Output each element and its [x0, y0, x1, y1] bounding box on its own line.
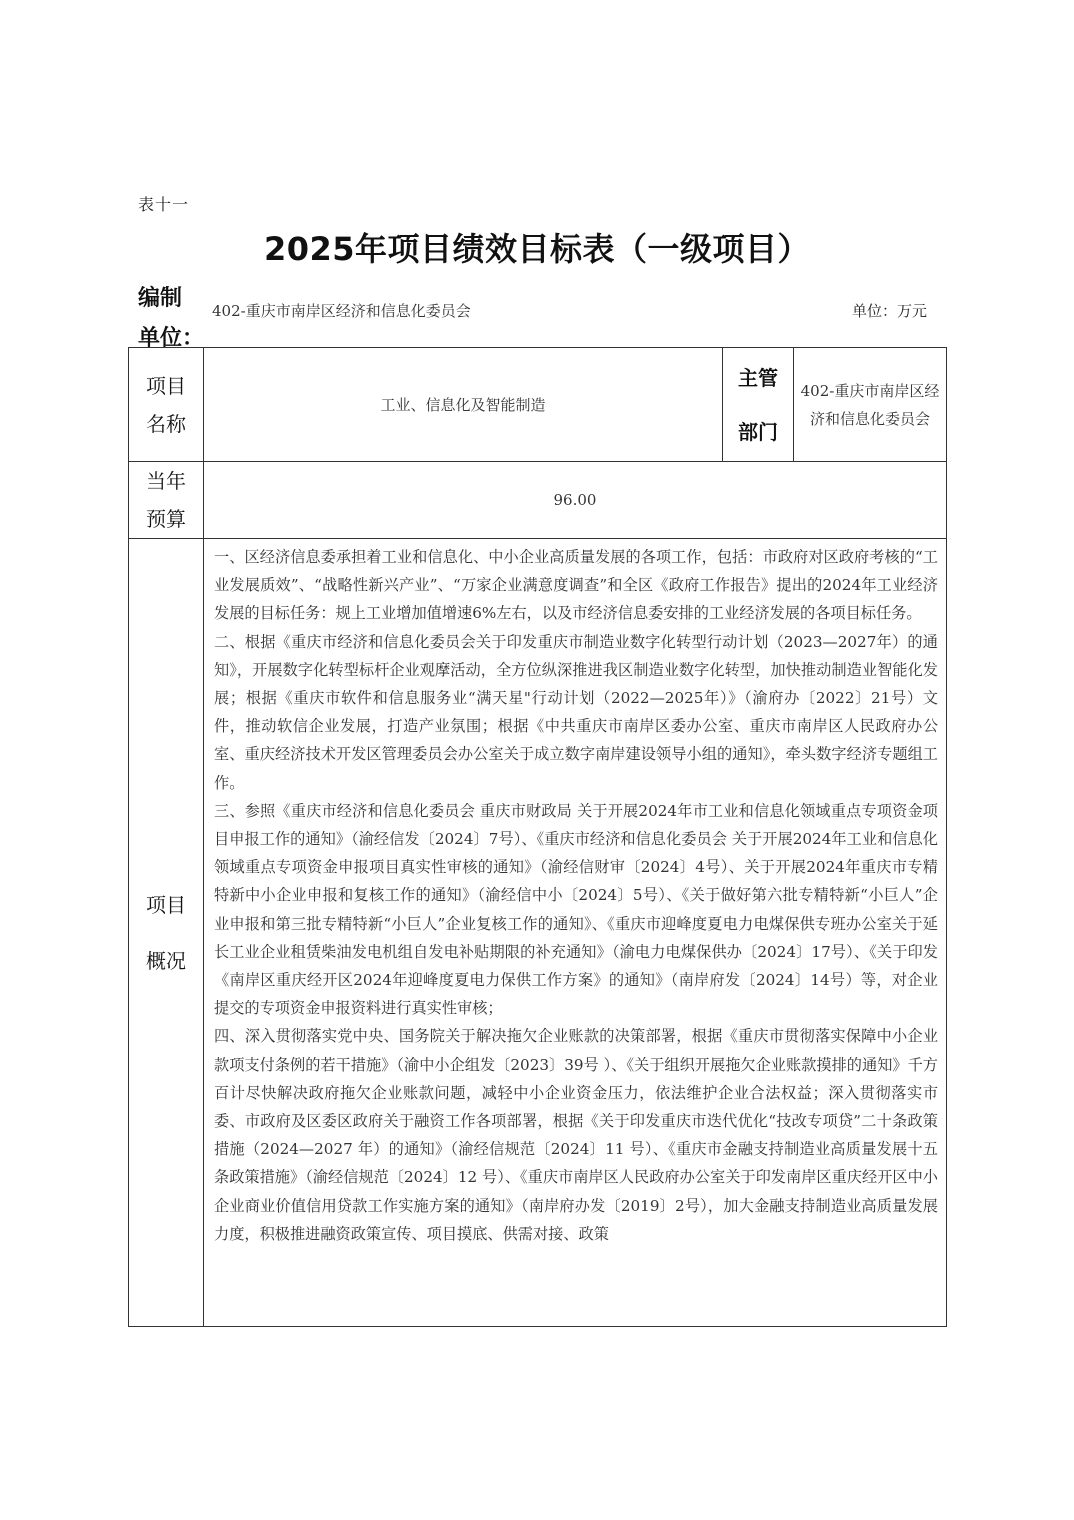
page-title: 2025年项目绩效目标表（一级项目） — [263, 230, 811, 268]
budget-label-line2: 预算 — [146, 507, 186, 531]
project-name-value: 工业、信息化及智能制造 — [204, 348, 723, 462]
compiling-unit-name: 402-重庆市南岸区经济和信息化委员会 — [212, 302, 471, 320]
budget-value: 96.00 — [204, 462, 947, 539]
overview-paragraph: 三、参照《重庆市经济和信息化委员会 重庆市财政局 关于开展2024年市工业和信息化领域重点专项资金项目申报工作的通知》（渝经信发〔2024〕7号）、《重庆市经济和信息化委员会 关于开展2024年工业和信息化领域重点专项资金申报项目真实性审核的通知》（渝经信财审〔2024〕4号）、关于开展2024年重庆市专精特新中小企业申报和复核工作的通知》（渝经信中小〔2024〕5号）、《关于做好第六批专精特新“小巨人”企业申报和第三批专精特新“小巨人”企业复核工作的通知》、《重庆市迎峰度夏电力电煤保供专班办公室关于延长工业企业租赁柴油发电机组自发电补贴期限的补充通知》（渝电力电煤保供办〔2024〕17号）、《关于印发《南岸区重庆经开区2024年迎峰度夏电力保供工作方案》的通知》（南岸府发〔2024〕14号）等，对企业提交的专项资金申报资料进行真实性审核； — [214, 801, 938, 1018]
dept-label-line2: 部门 — [738, 419, 778, 444]
overview-label — [129, 539, 204, 1327]
dept-label — [723, 348, 794, 462]
project-name-label-line1: 项目 — [146, 373, 186, 398]
compiling-unit-label — [138, 278, 204, 358]
project-name-row — [129, 348, 947, 462]
dept-value: 402-重庆市南岸区经济和信息化委员会 — [794, 348, 947, 462]
budget-row — [129, 462, 947, 539]
overview-paragraph: 二、根据《重庆市经济和信息化委员会关于印发重庆市制造业数字化转型行动计划（2023—2027年）的通知》，开展数字化转型标杆企业观摩活动，全方位纵深推进我区制造业数字化转型，加快推动制造业智能化发展；根据《重庆市软件和信息服务业“满天星"行动计划（2022—2025年）》（渝府办〔2022〕21号）文件，推动软信企业发展，打造产业氛围；根据《中共重庆市南岸区委办公室、重庆市南岸区人民政府办公室、重庆经济技术开发区管理委员会办公室关于成立数字南岸建设领导小组的通知》，牵头数字经济专题组工作。 — [214, 632, 938, 792]
dept-label-line1: 主管 — [738, 365, 778, 390]
overview-paragraph: 一、区经济信息委承担着工业和信息化、中小企业高质量发展的各项工作，包括：市政府对区政府考核的“工业发展质效”、“战略性新兴产业”、“万家企业满意度调查”和全区《政府工作报告》提出的2024年工业经济发展的目标任务：规上工业增加值增速6%左右，以及市经济信息委安排的工业经济发展的各项目标任务。 — [214, 548, 938, 623]
budget-label — [129, 462, 204, 539]
overview-paragraph: 四、深入贯彻落实党中央、国务院关于解决拖欠企业账款的决策部署，根据《重庆市贯彻落实保障中小企业款项支付条例的若干措施》（渝中小企组发〔2023〕39号 ）、《关于组织开展拖欠企业账款摸排的通知》千方百计尽快解决政府拖欠企业账款问题，减轻中小企业资金压力，依法维护企业合法权益；深入贯彻落实市委、市政府及区委区政府关于融资工作各项部署，根据《关于印发重庆市迭代优化“技改专项贷”二十条政策措施（2024—2027 年）的通知》（渝经信规范〔2024〕11 号）、《重庆市金融支持制造业高质量发展十五条政策措施》（渝经信规范〔2024〕12 号）、《重庆市南岸区人民政府办公室关于印发南岸区重庆经开区中小企业商业价值信用贷款工作实施方案的通知》（南岸府办发〔2019〕2号），加大金融支持制造业高质量发展力度，积极推进融资政策宣传、项目摸底、供需对接、政策 — [214, 1027, 938, 1243]
performance-target-table — [128, 347, 947, 1327]
compiling-unit-label-line1: 编制 — [138, 285, 183, 311]
overview-label-line2: 概况 — [146, 948, 186, 973]
table-number: 表十一 — [138, 195, 190, 214]
overview-row — [129, 539, 947, 1327]
currency-unit: 单位：万元 — [852, 302, 928, 320]
project-name-label — [129, 348, 204, 462]
project-name-label-line2: 名称 — [146, 411, 186, 436]
overview-content — [204, 539, 947, 1327]
overview-label-line1: 项目 — [146, 892, 186, 917]
compiling-unit-label-line2: 单位： — [138, 325, 205, 351]
budget-label-line1: 当年 — [146, 469, 186, 493]
